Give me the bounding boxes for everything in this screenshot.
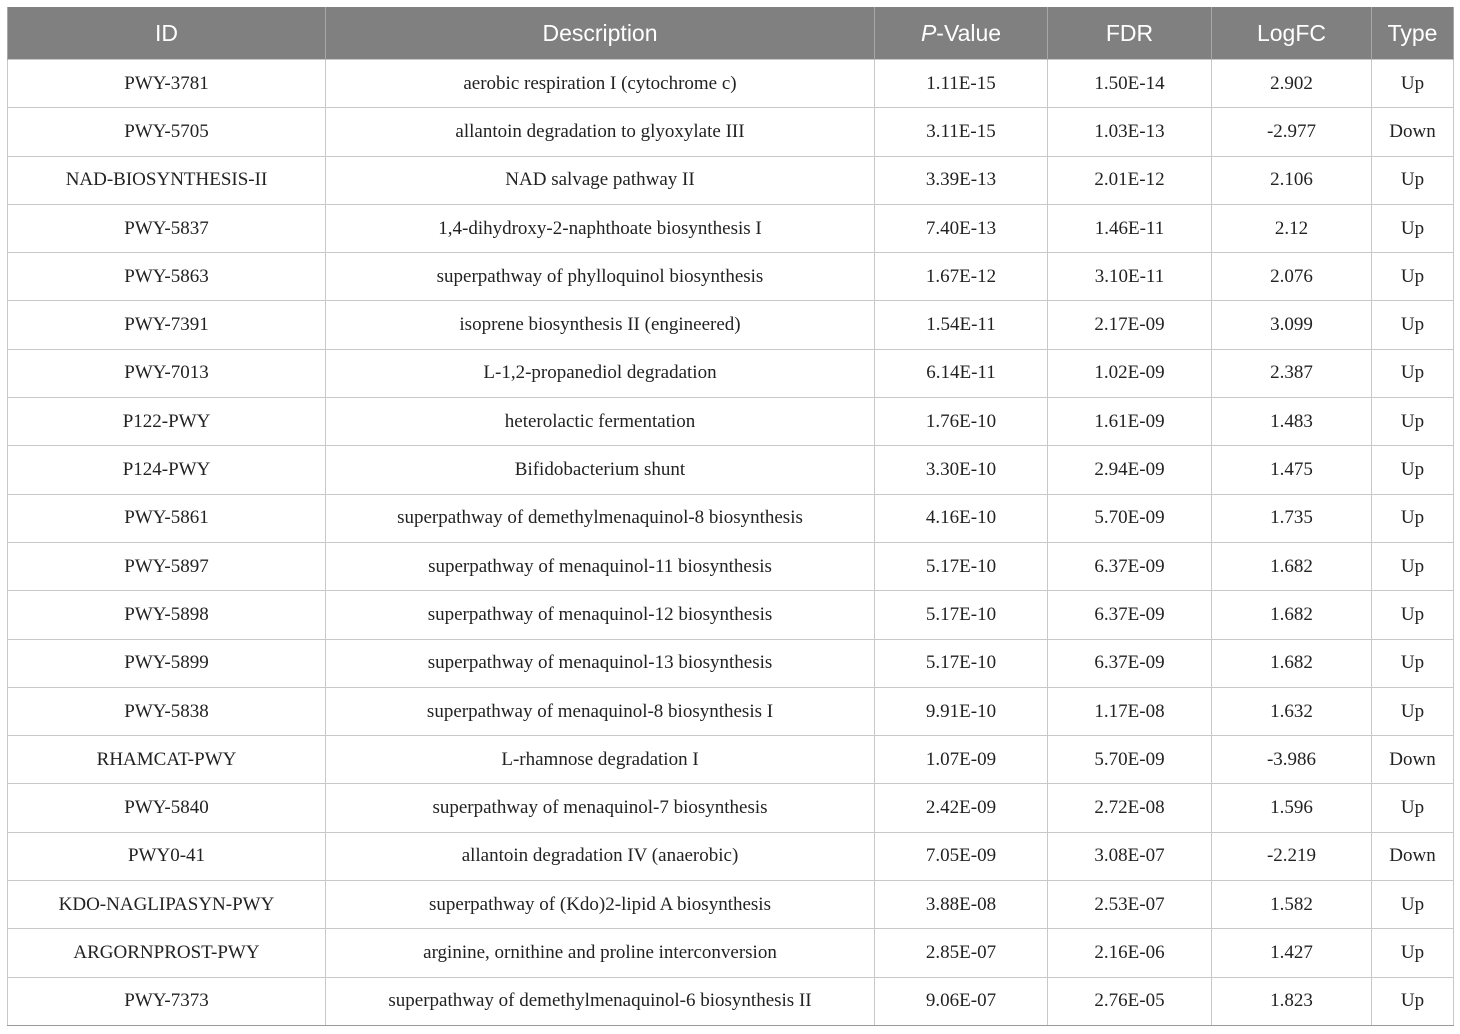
cell-type: Up — [1372, 977, 1454, 1025]
cell-pvalue: 7.40E-13 — [875, 204, 1048, 252]
table-row — [8, 687, 1454, 735]
cell-description: heterolactic fermentation — [326, 398, 875, 446]
table-row — [8, 494, 1454, 542]
cell-logfc: 1.427 — [1212, 929, 1372, 977]
header-pvalue-italic: P — [920, 19, 937, 46]
cell-description: allantoin degradation to glyoxylate III — [326, 108, 875, 156]
cell-id: PWY-5899 — [8, 639, 326, 687]
table-row — [8, 108, 1454, 156]
table-row — [8, 881, 1454, 929]
cell-id: PWY-5897 — [8, 542, 326, 590]
table-row — [8, 929, 1454, 977]
cell-fdr: 2.76E-05 — [1048, 977, 1212, 1025]
cell-description: superpathway of menaquinol-7 biosynthesis — [326, 784, 875, 832]
cell-id: ARGORNPROST-PWY — [8, 929, 326, 977]
cell-fdr: 2.94E-09 — [1048, 446, 1212, 494]
cell-pvalue: 1.54E-11 — [875, 301, 1048, 349]
cell-logfc: 1.682 — [1212, 639, 1372, 687]
cell-fdr: 1.03E-13 — [1048, 108, 1212, 156]
cell-id: PWY-5705 — [8, 108, 326, 156]
cell-fdr: 1.17E-08 — [1048, 687, 1212, 735]
cell-logfc: 1.682 — [1212, 591, 1372, 639]
cell-logfc: 1.682 — [1212, 542, 1372, 590]
cell-id: PWY-5840 — [8, 784, 326, 832]
cell-pvalue: 2.85E-07 — [875, 929, 1048, 977]
cell-id: PWY-5837 — [8, 204, 326, 252]
cell-logfc: 1.475 — [1212, 446, 1372, 494]
cell-pvalue: 9.91E-10 — [875, 687, 1048, 735]
cell-fdr: 6.37E-09 — [1048, 639, 1212, 687]
header-description: Description — [326, 7, 875, 60]
cell-logfc: 2.106 — [1212, 156, 1372, 204]
cell-description: superpathway of menaquinol-8 biosynthesis I — [326, 687, 875, 735]
table-row — [8, 977, 1454, 1025]
cell-id: PWY-5838 — [8, 687, 326, 735]
cell-type: Up — [1372, 204, 1454, 252]
cell-id: PWY-7391 — [8, 301, 326, 349]
cell-pvalue: 5.17E-10 — [875, 542, 1048, 590]
cell-description: allantoin degradation IV (anaerobic) — [326, 832, 875, 880]
cell-pvalue: 5.17E-10 — [875, 639, 1048, 687]
cell-description: arginine, ornithine and proline interconversion — [326, 929, 875, 977]
cell-fdr: 5.70E-09 — [1048, 736, 1212, 784]
cell-type: Down — [1372, 108, 1454, 156]
cell-description: NAD salvage pathway II — [326, 156, 875, 204]
cell-logfc: 2.12 — [1212, 204, 1372, 252]
cell-id: PWY-5861 — [8, 494, 326, 542]
cell-description: superpathway of phylloquinol biosynthesis — [326, 253, 875, 301]
cell-type: Up — [1372, 881, 1454, 929]
header-pvalue-rest: -Value — [936, 19, 1002, 46]
cell-pvalue: 3.88E-08 — [875, 881, 1048, 929]
cell-id: KDO-NAGLIPASYN-PWY — [8, 881, 326, 929]
cell-pvalue: 3.39E-13 — [875, 156, 1048, 204]
cell-pvalue: 3.30E-10 — [875, 446, 1048, 494]
cell-pvalue: 1.67E-12 — [875, 253, 1048, 301]
table-row — [8, 253, 1454, 301]
cell-id: P124-PWY — [8, 446, 326, 494]
cell-fdr: 2.01E-12 — [1048, 156, 1212, 204]
cell-description: isoprene biosynthesis II (engineered) — [326, 301, 875, 349]
cell-id: PWY-7013 — [8, 349, 326, 397]
cell-pvalue: 7.05E-09 — [875, 832, 1048, 880]
cell-type: Down — [1372, 832, 1454, 880]
cell-description: Bifidobacterium shunt — [326, 446, 875, 494]
cell-fdr: 3.08E-07 — [1048, 832, 1212, 880]
pathway-table-container — [7, 7, 1453, 1026]
cell-pvalue: 3.11E-15 — [875, 108, 1048, 156]
cell-id: PWY-3781 — [8, 60, 326, 108]
cell-type: Up — [1372, 156, 1454, 204]
cell-logfc: -2.977 — [1212, 108, 1372, 156]
table-row — [8, 784, 1454, 832]
cell-pvalue: 5.17E-10 — [875, 591, 1048, 639]
cell-logfc: 1.632 — [1212, 687, 1372, 735]
cell-fdr: 5.70E-09 — [1048, 494, 1212, 542]
table-row — [8, 736, 1454, 784]
table-row — [8, 301, 1454, 349]
header-id: ID — [8, 7, 326, 60]
header-fdr: FDR — [1048, 7, 1212, 60]
table-header-row — [8, 7, 1454, 60]
cell-logfc: 1.582 — [1212, 881, 1372, 929]
table-row — [8, 156, 1454, 204]
cell-logfc: 2.902 — [1212, 60, 1372, 108]
cell-logfc: -3.986 — [1212, 736, 1372, 784]
pathway-table — [7, 7, 1454, 1026]
cell-description: superpathway of menaquinol-11 biosynthesis — [326, 542, 875, 590]
table-row — [8, 639, 1454, 687]
cell-type: Up — [1372, 591, 1454, 639]
cell-logfc: 3.099 — [1212, 301, 1372, 349]
cell-description: superpathway of demethylmenaquinol-6 biosynthesis II — [326, 977, 875, 1025]
header-pvalue — [875, 7, 1048, 60]
table-row — [8, 542, 1454, 590]
cell-type: Up — [1372, 253, 1454, 301]
cell-pvalue: 9.06E-07 — [875, 977, 1048, 1025]
cell-type: Up — [1372, 494, 1454, 542]
cell-type: Up — [1372, 349, 1454, 397]
cell-fdr: 2.72E-08 — [1048, 784, 1212, 832]
header-type: Type — [1372, 7, 1454, 60]
cell-type: Up — [1372, 446, 1454, 494]
cell-fdr: 2.53E-07 — [1048, 881, 1212, 929]
cell-fdr: 3.10E-11 — [1048, 253, 1212, 301]
cell-type: Up — [1372, 784, 1454, 832]
cell-description: 1,4-dihydroxy-2-naphthoate biosynthesis I — [326, 204, 875, 252]
cell-id: PWY-7373 — [8, 977, 326, 1025]
cell-fdr: 1.46E-11 — [1048, 204, 1212, 252]
cell-logfc: 1.596 — [1212, 784, 1372, 832]
cell-logfc: 1.823 — [1212, 977, 1372, 1025]
cell-id: RHAMCAT-PWY — [8, 736, 326, 784]
cell-logfc: 2.076 — [1212, 253, 1372, 301]
cell-pvalue: 1.76E-10 — [875, 398, 1048, 446]
cell-type: Up — [1372, 542, 1454, 590]
cell-type: Up — [1372, 687, 1454, 735]
cell-pvalue: 1.11E-15 — [875, 60, 1048, 108]
cell-pvalue: 6.14E-11 — [875, 349, 1048, 397]
cell-description: aerobic respiration I (cytochrome c) — [326, 60, 875, 108]
table-row — [8, 204, 1454, 252]
cell-id: NAD-BIOSYNTHESIS-II — [8, 156, 326, 204]
cell-type: Up — [1372, 639, 1454, 687]
cell-fdr: 1.50E-14 — [1048, 60, 1212, 108]
cell-logfc: 2.387 — [1212, 349, 1372, 397]
cell-fdr: 2.17E-09 — [1048, 301, 1212, 349]
cell-fdr: 2.16E-06 — [1048, 929, 1212, 977]
cell-type: Up — [1372, 398, 1454, 446]
table-row — [8, 446, 1454, 494]
cell-type: Up — [1372, 929, 1454, 977]
cell-id: P122-PWY — [8, 398, 326, 446]
cell-description: superpathway of (Kdo)2-lipid A biosynthesis — [326, 881, 875, 929]
cell-description: L-1,2-propanediol degradation — [326, 349, 875, 397]
cell-pvalue: 4.16E-10 — [875, 494, 1048, 542]
header-logfc: LogFC — [1212, 7, 1372, 60]
cell-pvalue: 2.42E-09 — [875, 784, 1048, 832]
cell-description: L-rhamnose degradation I — [326, 736, 875, 784]
cell-type: Down — [1372, 736, 1454, 784]
table-row — [8, 832, 1454, 880]
cell-type: Up — [1372, 60, 1454, 108]
table-row — [8, 60, 1454, 108]
table-row — [8, 398, 1454, 446]
table-row — [8, 349, 1454, 397]
cell-pvalue: 1.07E-09 — [875, 736, 1048, 784]
cell-id: PWY-5863 — [8, 253, 326, 301]
cell-fdr: 6.37E-09 — [1048, 542, 1212, 590]
cell-fdr: 1.61E-09 — [1048, 398, 1212, 446]
table-body — [8, 60, 1454, 1026]
cell-logfc: -2.219 — [1212, 832, 1372, 880]
cell-fdr: 6.37E-09 — [1048, 591, 1212, 639]
cell-description: superpathway of demethylmenaquinol-8 biosynthesis — [326, 494, 875, 542]
cell-id: PWY-5898 — [8, 591, 326, 639]
cell-id: PWY0-41 — [8, 832, 326, 880]
cell-description: superpathway of menaquinol-12 biosynthesis — [326, 591, 875, 639]
cell-fdr: 1.02E-09 — [1048, 349, 1212, 397]
table-row — [8, 591, 1454, 639]
cell-type: Up — [1372, 301, 1454, 349]
cell-logfc: 1.483 — [1212, 398, 1372, 446]
cell-description: superpathway of menaquinol-13 biosynthesis — [326, 639, 875, 687]
cell-logfc: 1.735 — [1212, 494, 1372, 542]
